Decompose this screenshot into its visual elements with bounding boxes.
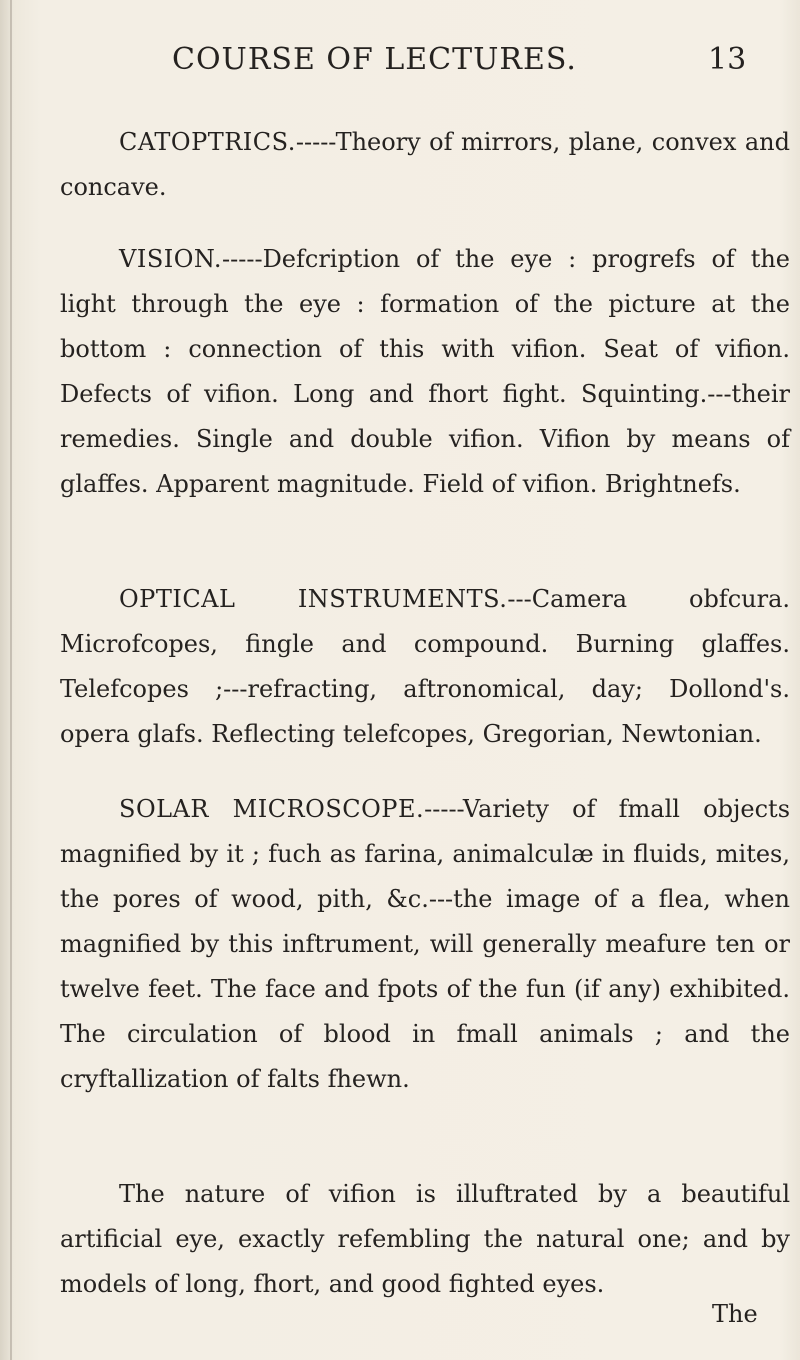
page-number: 13 <box>708 42 747 77</box>
section-text: The nature of vifion is illuftrated by a beautiful artificial eye, exactly refembling the natural one; and by models of long, fhort, and good fighted eyes. <box>60 1180 790 1298</box>
binding-edge <box>10 0 12 1360</box>
section-vision <box>60 237 790 507</box>
section-separator: ----- <box>424 795 463 823</box>
section-text: Camera obfcura. Microfcopes, fingle and compound. Burning glaffes. Telefcopes ;---refracting, aftronomical, day; Dollond's. opera glafs. Reflecting telefcopes, Gregorian, Newtonian. <box>60 585 790 748</box>
catchword: The <box>712 1300 758 1328</box>
section-heading: OPTICAL INSTRUMENTS. <box>119 585 508 613</box>
section-optical-instruments <box>60 577 790 757</box>
section-separator: ----- <box>222 245 263 273</box>
section-text: Variety of fmall objects magnified by it ; fuch as farina, animalculæ in fluids, mites, the pores of wood, pith, &c.---the image of a flea, when magnified by this inftrument, will generally meafure ten or twelve feet. The face and fpots of the fun (if any) exhibited. The circulation of blood in fmall animals ; and the cryftallization of falts fhewn. <box>60 795 791 1093</box>
running-title: COURSE OF LECTURES. <box>172 42 577 77</box>
section-artificial-eye <box>60 1172 790 1307</box>
section-text: Theory of mirrors, plane, convex and concave. <box>60 128 790 201</box>
section-solar-microscope <box>60 787 790 1102</box>
section-heading: SOLAR MICROSCOPE. <box>119 795 425 823</box>
section-text: Defcription of the eye : progrefs of the light through the eye : formation of the picture at the bottom : connection of this with vifion. Seat of vifion. Defects of vifion. Long and fhort fight. Squinting.---their remedies. Single and double vifion. Vifion by means of glaffes. Apparent magnitude. Field of vifion. Brightnefs. <box>60 245 790 498</box>
section-heading: VISION. <box>119 245 223 273</box>
section-heading: CATOPTRICS. <box>119 128 296 156</box>
section-separator: --- <box>507 585 532 613</box>
page-header <box>0 42 800 92</box>
section-catoptrics <box>60 120 790 210</box>
section-separator: ----- <box>295 128 336 156</box>
